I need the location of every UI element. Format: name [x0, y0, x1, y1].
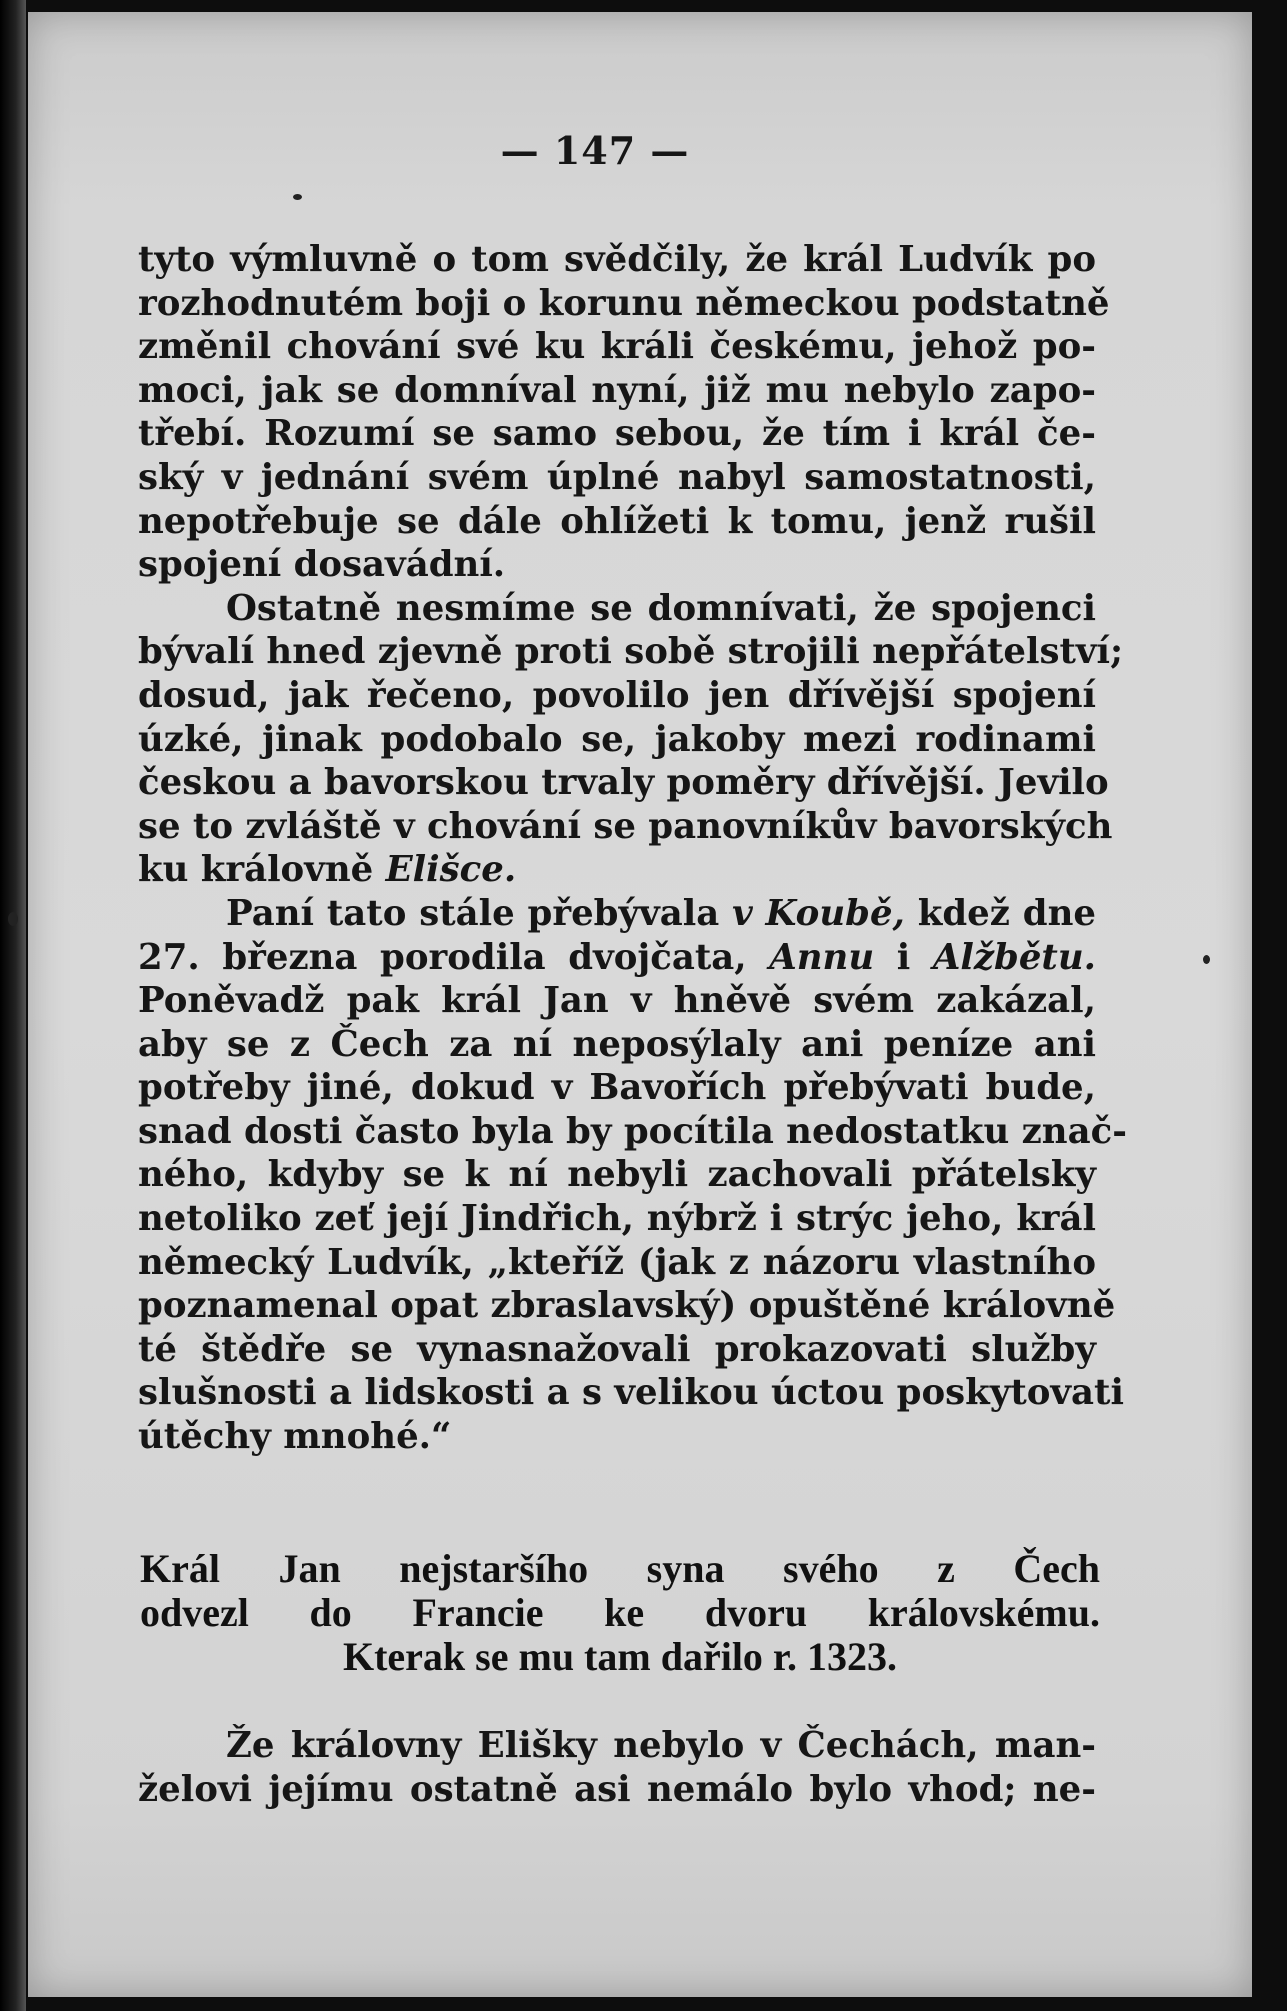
ink-speck — [293, 194, 302, 200]
text-line: ného, kdyby se k ní nebyli zachovali přátelsky — [138, 1154, 1096, 1196]
text-line: Poněvadž pak král Jan v hněvě svém zakázal, — [138, 980, 1096, 1022]
text-line: německý Ludvík, „kteříž (jak z názoru vlastního — [138, 1241, 1096, 1283]
text-line: potřeby jiné, dokud v Bavořích přebývati bude, — [138, 1067, 1096, 1109]
text-fragment: ku královně — [138, 849, 386, 891]
text-line: netoliko zeť její Jindřich, nýbrž i strýc jeho, král — [138, 1198, 1096, 1240]
text-line — [138, 936, 1096, 980]
text-line: změnil chování své ku králi českému, jehož po- — [138, 326, 1096, 368]
binding-edge — [0, 0, 26, 2011]
text-line: spojení dosavádní. — [138, 544, 506, 586]
text-line: ský v jednání svém úplné nabyl samostatnosti, — [138, 456, 1096, 498]
chapter-text — [138, 1724, 1096, 1811]
ink-speck — [1203, 955, 1210, 964]
text-line — [138, 848, 1096, 892]
text-line: třebí. Rozumí se samo sebou, že tím i král če- — [138, 413, 1096, 455]
text-line: Ostatně nesmíme se domnívati, že spojenci — [226, 587, 1096, 629]
place-koube: v Koubě, — [732, 892, 905, 934]
main-text — [138, 238, 1127, 1459]
text-line: želovi jejímu ostatně asi nemálo bylo vhod; ne- — [138, 1768, 1096, 1810]
text-fragment: Paní tato stále přebývala — [226, 892, 733, 934]
text-line: českou a bavorskou trvaly poměry dřívější. Jevilo — [138, 762, 1109, 804]
text-line — [138, 892, 1096, 936]
text-line: té štědře se vynasnažovali prokazovati služby — [138, 1328, 1096, 1370]
heading-line: odvezl do Francie ke dvoru královskému. — [140, 1590, 1100, 1635]
name-annu: Annu — [769, 936, 875, 978]
page-number: — 147 — — [500, 128, 690, 173]
text-line: se to zvláště v chování se panovníkův bavorských — [138, 805, 1113, 847]
name-elisce: Elišce. — [385, 849, 517, 891]
text-line: úzké, jinak podobalo se, jakoby mezi rodinami — [138, 718, 1096, 760]
text-line: aby se z Čech za ní neposýlaly ani peníze ani — [138, 1023, 1096, 1065]
text-line: útěchy mnohé.“ — [138, 1416, 452, 1458]
text-fragment: kdež dne — [904, 892, 1096, 934]
text-fragment: i — [874, 936, 933, 978]
text-line: bývalí hned zjevně proti sobě strojili nepřátelství; — [138, 631, 1124, 673]
ink-speck — [8, 912, 18, 926]
text-line: snad dosti často byla by pocítila nedostatku znač- — [138, 1110, 1127, 1152]
name-alzbetu: Alžbětu. — [932, 936, 1096, 978]
text-fragment: 27. března porodila dvojčata, — [138, 936, 770, 978]
text-line: dosud, jak řečeno, povolilo jen dřívější spojení — [138, 674, 1096, 716]
chapter-heading — [140, 1547, 1100, 1679]
text-line: tyto výmluvně o tom svědčily, že král Ludvík po — [138, 239, 1096, 280]
text-line: moci, jak se domníval nyní, již mu nebylo zapo- — [138, 369, 1096, 411]
text-line: Že královny Elišky nebylo v Čechách, man- — [226, 1725, 1096, 1766]
text-line: nepotřebuje se dále ohlížeti k tomu, jenž rušil — [138, 500, 1096, 542]
heading-line: Král Jan nejstaršího syna svého z Čech — [140, 1546, 1100, 1591]
heading-line: Kterak se mu tam dařilo r. 1323. — [342, 1634, 898, 1679]
text-line: poznamenal opat zbraslavský) opuštěné královně — [138, 1285, 1116, 1327]
text-line: slušnosti a lidskosti a s velikou úctou poskytovati — [138, 1372, 1124, 1414]
text-line: rozhodnutém boji o korunu německou podstatně — [138, 282, 1110, 324]
